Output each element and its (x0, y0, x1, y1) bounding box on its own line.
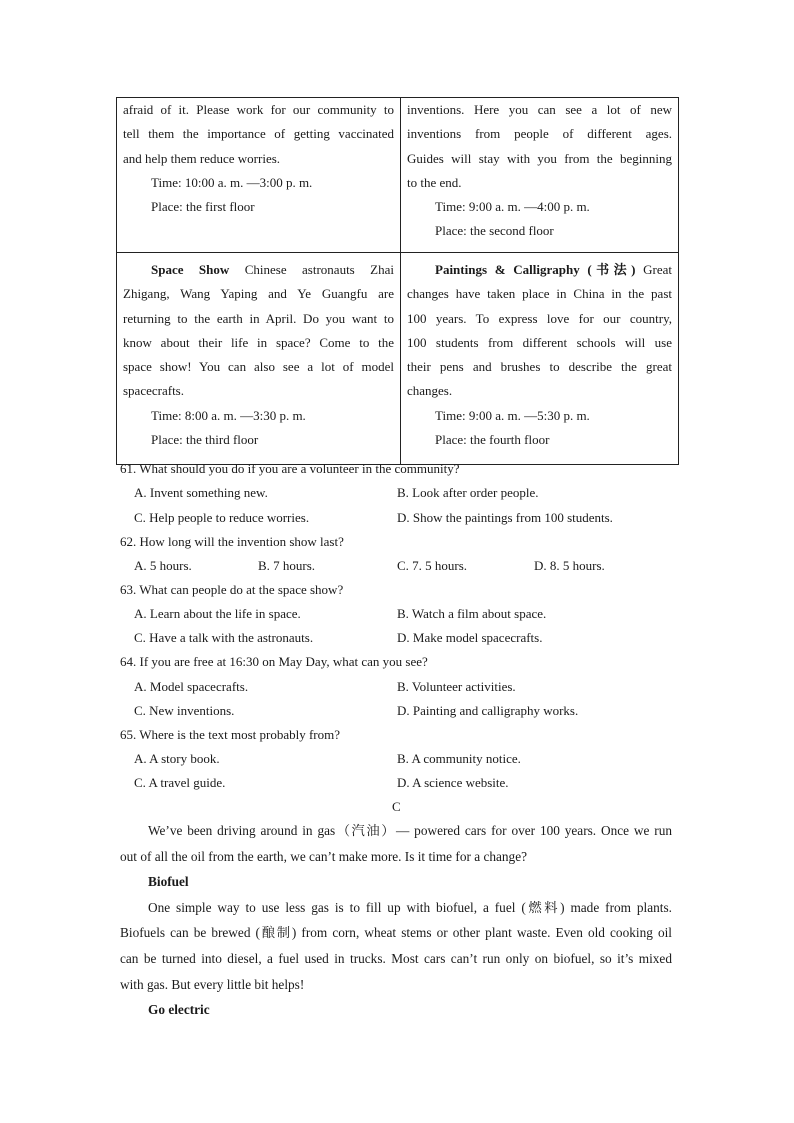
text-line: and help them reduce worries. (123, 150, 281, 166)
question-61: 61. What should you do if you are a volunteer in the community? (120, 461, 460, 476)
option-a[interactable]: A. A story book. (134, 751, 220, 766)
passage-line: can be turned into diesel, a fuel used in trucks. Most cars can’t run only on biofuel, so it’s mixed (120, 950, 672, 966)
cell-space-show (117, 253, 401, 465)
text-line: Chinese astronauts Zhai (244, 262, 394, 277)
text-line: inventions. Here you can see a lot of new (407, 102, 672, 117)
place-text: Place: the third floor (151, 432, 259, 448)
passage-line: Biofuels can be brewed (酿制) from corn, wheat stems or other plant waste. Even old cooking oil (120, 925, 672, 941)
option-a[interactable]: A. Model spacecrafts. (134, 679, 249, 694)
text-line: Great (643, 262, 672, 277)
option-c[interactable]: C. New inventions. (134, 703, 235, 718)
option-c[interactable]: C. A travel guide. (134, 775, 226, 790)
text-line: Guides will stay with you from the beginning (407, 150, 672, 166)
text-line: afraid of it. Please work for our community to (123, 102, 394, 117)
option-a[interactable]: A. 5 hours. (134, 558, 192, 573)
question-62: 62. How long will the invention show last? (120, 534, 344, 549)
option-b[interactable]: B. 7 hours. (258, 558, 316, 573)
text-line: changes. (407, 383, 453, 399)
text-line: changes have taken place in China in the past (407, 286, 672, 302)
text-line: know about their life in space? Come to the (123, 334, 394, 350)
option-d[interactable]: D. Make model spacecrafts. (397, 630, 543, 645)
text-line: 100 years. To express love for our country, (407, 310, 672, 326)
option-b[interactable]: B. A community notice. (397, 751, 521, 766)
cell-paintings (401, 253, 679, 465)
option-b[interactable]: B. Look after order people. (397, 485, 539, 500)
text-line: Zhigang, Wang Yaping and Ye Guangfu are (123, 286, 394, 302)
option-c[interactable]: C. Help people to reduce worries. (134, 510, 310, 525)
section-heading: Go electric (148, 1002, 210, 1018)
text-line: spacecrafts. (123, 383, 184, 399)
option-c[interactable]: C. Have a talk with the astronauts. (134, 630, 314, 645)
place-text: Place: the fourth floor (435, 432, 550, 448)
text-line: space show! You can also see a lot of model (123, 359, 394, 375)
cell-title: Space Show (151, 262, 230, 277)
place-text: Place: the second floor (435, 223, 554, 239)
time-text: Time: 9:00 a. m. —5:30 p. m. (435, 407, 590, 423)
time-text: Time: 10:00 a. m. —3:00 p. m. (151, 174, 313, 190)
passage-c (120, 818, 672, 1023)
option-d[interactable]: D. A science website. (397, 775, 509, 790)
passage-line: out of all the oil from the earth, we can’t make more. Is it time for a change? (120, 848, 528, 864)
option-a[interactable]: A. Invent something new. (134, 485, 268, 500)
passage-line: We’ve been driving around in gas（汽油）— powered cars for over 100 years. Once we run (148, 823, 672, 838)
option-d[interactable]: D. Show the paintings from 100 students. (397, 510, 613, 525)
question-63: 63. What can people do at the space show? (120, 582, 344, 597)
text-line: inventions from people of different ages. (407, 126, 672, 142)
place-text: Place: the first floor (151, 199, 255, 215)
text-line: 100 students from different schools will use (407, 334, 672, 350)
option-d[interactable]: D. Painting and calligraphy works. (397, 703, 579, 718)
option-d[interactable]: D. 8. 5 hours. (534, 558, 605, 573)
passage-line: One simple way to use less gas is to fill up with biofuel, a fuel (燃料) made from plants. (148, 899, 672, 915)
text-line: to the end. (407, 174, 462, 190)
text-line: tell them the importance of getting vaccinated (123, 126, 394, 142)
cell-title: Paintings & Calligraphy (书法) (435, 262, 636, 277)
option-b[interactable]: B. Watch a film about space. (397, 606, 547, 621)
cell-invention (401, 98, 679, 253)
section-heading: Biofuel (148, 874, 189, 890)
time-text: Time: 8:00 a. m. —3:30 p. m. (151, 407, 306, 423)
text-line: their pens and brushes to describe the great (407, 359, 672, 375)
section-label: C (392, 799, 401, 814)
activity-table (116, 97, 679, 465)
time-text: Time: 9:00 a. m. —4:00 p. m. (435, 199, 590, 215)
question-64: 64. If you are free at 16:30 on May Day, what can you see? (120, 654, 428, 669)
passage-line: with gas. But every little bit helps! (120, 976, 305, 992)
option-a[interactable]: A. Learn about the life in space. (134, 606, 301, 621)
option-c[interactable]: C. 7. 5 hours. (397, 558, 468, 573)
option-b[interactable]: B. Volunteer activities. (397, 679, 516, 694)
question-65: 65. Where is the text most probably from? (120, 727, 340, 742)
cell-volunteer (117, 98, 401, 253)
text-line: returning to the earth in April. Do you want to (123, 310, 394, 326)
